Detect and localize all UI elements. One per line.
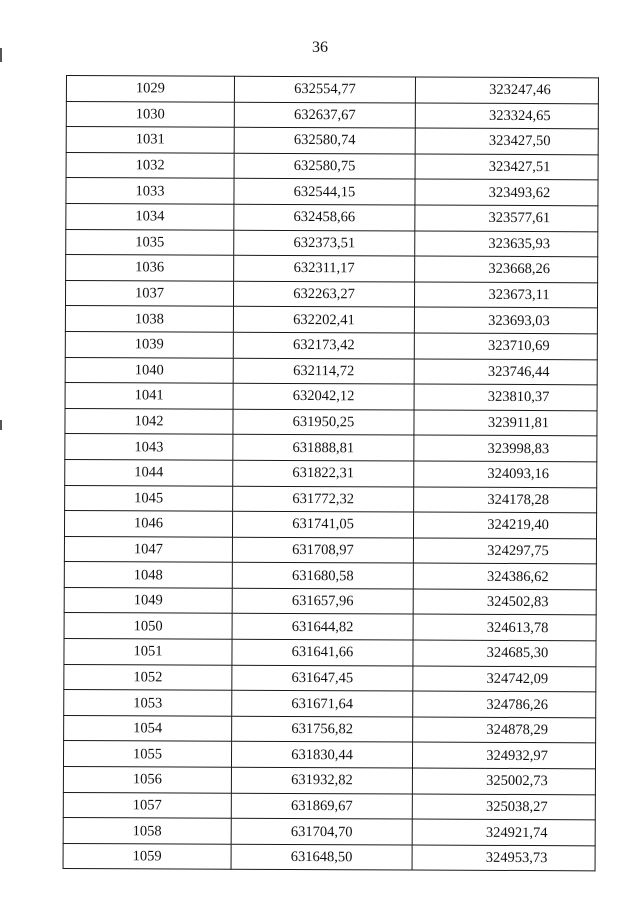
y-coordinate-cell: 323998,83	[414, 435, 597, 461]
x-coordinate-cell: 631647,45	[232, 665, 413, 691]
table-row	[65, 459, 597, 487]
table-row	[64, 562, 596, 590]
point-number-cell: 1052	[64, 664, 232, 690]
table-row	[66, 127, 598, 155]
point-number-cell: 1042	[65, 408, 233, 434]
y-coordinate-cell: 324953,73	[412, 845, 595, 871]
y-coordinate-cell: 323427,50	[415, 128, 598, 154]
point-number-cell: 1051	[64, 639, 232, 665]
table-row	[66, 152, 598, 180]
table-row	[64, 587, 596, 615]
x-coordinate-cell: 631641,66	[232, 639, 413, 665]
y-coordinate-cell: 323635,93	[415, 231, 598, 257]
y-coordinate-cell: 323810,37	[414, 384, 597, 410]
point-number-cell: 1031	[66, 127, 234, 153]
table-row	[66, 203, 598, 231]
y-coordinate-cell: 324502,83	[413, 589, 596, 615]
x-coordinate-cell: 631644,82	[232, 614, 413, 640]
x-coordinate-cell: 631756,82	[232, 716, 413, 742]
table-row	[63, 792, 595, 820]
x-coordinate-cell: 631950,25	[233, 409, 414, 435]
x-coordinate-cell: 631708,97	[232, 537, 413, 563]
point-number-cell: 1032	[66, 152, 234, 178]
x-coordinate-cell: 632554,77	[234, 76, 415, 102]
table-row	[64, 690, 596, 718]
point-number-cell: 1043	[65, 434, 233, 460]
coordinates-table	[63, 75, 599, 872]
point-number-cell: 1038	[65, 306, 233, 332]
point-number-cell: 1050	[64, 613, 232, 639]
x-coordinate-cell: 631822,31	[233, 460, 414, 486]
table-row	[64, 715, 596, 743]
table-row	[65, 306, 597, 334]
point-number-cell: 1035	[66, 229, 234, 255]
table-row	[65, 434, 597, 462]
scan-edge-mark	[0, 420, 2, 430]
point-number-cell: 1033	[66, 178, 234, 204]
x-coordinate-cell: 631888,81	[233, 435, 414, 461]
table-row	[64, 613, 596, 641]
y-coordinate-cell: 324178,28	[414, 487, 597, 513]
table-row	[66, 178, 598, 206]
x-coordinate-cell: 632373,51	[234, 230, 415, 256]
x-coordinate-cell: 631741,05	[232, 511, 413, 537]
point-number-cell: 1053	[64, 690, 232, 716]
point-number-cell: 1047	[64, 536, 232, 562]
y-coordinate-cell: 325038,27	[412, 794, 595, 820]
x-coordinate-cell: 631648,50	[231, 844, 412, 870]
table-row	[66, 255, 598, 283]
x-coordinate-cell: 631869,67	[231, 793, 412, 819]
x-coordinate-cell: 631657,96	[232, 588, 413, 614]
y-coordinate-cell: 323324,65	[415, 103, 598, 129]
y-coordinate-cell: 324685,30	[413, 640, 596, 666]
point-number-cell: 1046	[64, 511, 232, 537]
y-coordinate-cell: 323673,11	[414, 282, 597, 308]
x-coordinate-cell: 631671,64	[232, 690, 413, 716]
x-coordinate-cell: 631704,70	[231, 818, 412, 844]
page-number: 36	[312, 39, 328, 56]
y-coordinate-cell: 323427,51	[415, 154, 598, 180]
point-number-cell: 1056	[63, 767, 231, 793]
y-coordinate-cell: 324386,62	[413, 563, 596, 589]
point-number-cell: 1041	[65, 383, 233, 409]
table-row	[65, 408, 597, 436]
point-number-cell: 1055	[63, 741, 231, 767]
y-coordinate-cell: 323693,03	[414, 307, 597, 333]
y-coordinate-cell: 324219,40	[413, 512, 596, 538]
table-row	[65, 485, 597, 513]
y-coordinate-cell: 324297,75	[413, 538, 596, 564]
y-coordinate-cell: 323911,81	[414, 410, 597, 436]
table-row	[66, 76, 598, 104]
y-coordinate-cell: 324613,78	[413, 614, 596, 640]
x-coordinate-cell: 632458,66	[234, 204, 415, 230]
x-coordinate-cell: 632580,75	[234, 153, 415, 179]
point-number-cell: 1029	[66, 76, 234, 102]
table-row	[63, 767, 595, 795]
x-coordinate-cell: 632580,74	[234, 127, 415, 153]
point-number-cell: 1045	[65, 485, 233, 511]
y-coordinate-cell: 324742,09	[413, 666, 596, 692]
table-row	[65, 280, 597, 308]
table-row	[65, 331, 597, 359]
table-row	[64, 664, 596, 692]
y-coordinate-cell: 324093,16	[414, 461, 597, 487]
coordinates-table-body	[63, 76, 598, 872]
point-number-cell: 1058	[63, 818, 231, 844]
y-coordinate-cell: 323668,26	[415, 256, 598, 282]
point-number-cell: 1059	[63, 843, 231, 869]
table-row	[64, 511, 596, 539]
y-coordinate-cell: 323493,62	[415, 179, 598, 205]
point-number-cell: 1044	[65, 459, 233, 485]
y-coordinate-cell: 323577,61	[415, 205, 598, 231]
x-coordinate-cell: 632263,27	[233, 281, 414, 307]
y-coordinate-cell: 324878,29	[413, 717, 596, 743]
table-row	[65, 383, 597, 411]
x-coordinate-cell: 631830,44	[231, 742, 412, 768]
point-number-cell: 1034	[66, 203, 234, 229]
y-coordinate-cell: 324921,74	[412, 819, 595, 845]
point-number-cell: 1036	[66, 255, 234, 281]
x-coordinate-cell: 631680,58	[232, 563, 413, 589]
x-coordinate-cell: 631772,32	[233, 486, 414, 512]
point-number-cell: 1048	[64, 562, 232, 588]
x-coordinate-cell: 631932,82	[231, 767, 412, 793]
x-coordinate-cell: 632637,67	[234, 102, 415, 128]
y-coordinate-cell: 323247,46	[415, 77, 598, 103]
point-number-cell: 1030	[66, 101, 234, 127]
x-coordinate-cell: 632311,17	[234, 255, 415, 281]
table-row	[66, 101, 598, 129]
y-coordinate-cell: 323710,69	[414, 333, 597, 359]
point-number-cell: 1040	[65, 357, 233, 383]
table-row	[66, 229, 598, 257]
table-row	[64, 536, 596, 564]
x-coordinate-cell: 632202,41	[233, 307, 414, 333]
x-coordinate-cell: 632114,72	[233, 358, 414, 384]
table-row	[63, 741, 595, 769]
table-row	[63, 818, 595, 846]
table-row	[64, 639, 596, 667]
table-row	[63, 843, 595, 871]
y-coordinate-cell: 324786,26	[413, 691, 596, 717]
x-coordinate-cell: 632042,12	[233, 383, 414, 409]
y-coordinate-cell: 324932,97	[412, 742, 595, 768]
point-number-cell: 1057	[63, 792, 231, 818]
x-coordinate-cell: 632173,42	[233, 332, 414, 358]
point-number-cell: 1037	[65, 280, 233, 306]
x-coordinate-cell: 632544,15	[234, 179, 415, 205]
y-coordinate-cell: 323746,44	[414, 359, 597, 385]
point-number-cell: 1054	[64, 715, 232, 741]
y-coordinate-cell: 325002,73	[412, 768, 595, 794]
table-row	[65, 357, 597, 385]
point-number-cell: 1039	[65, 331, 233, 357]
point-number-cell: 1049	[64, 587, 232, 613]
